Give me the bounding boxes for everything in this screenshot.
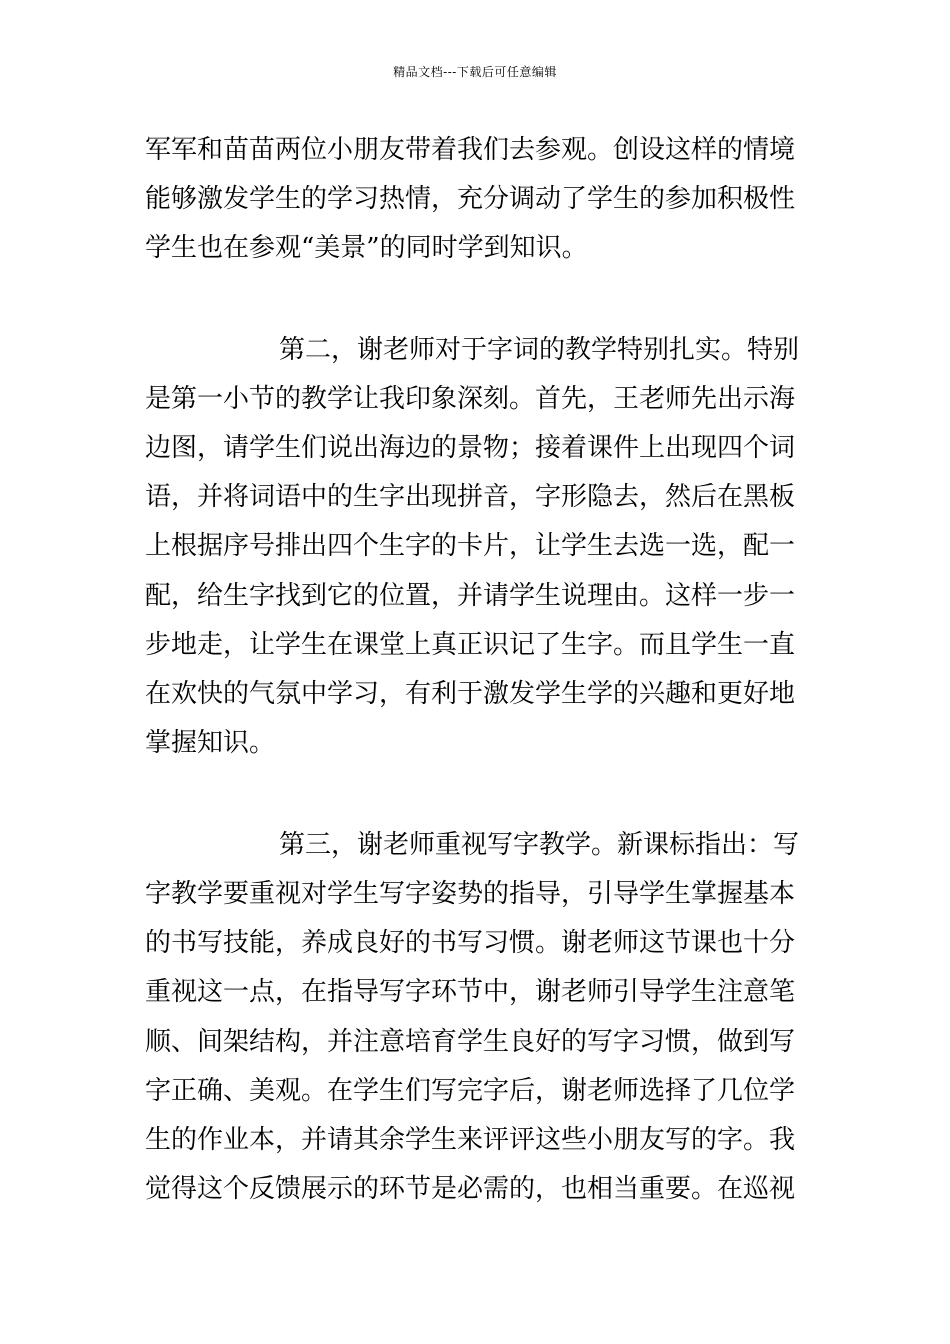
paragraph-3-line-5: 顺、间架结构，并注意培育学生良好的写字习惯，做到写 xyxy=(145,1027,796,1057)
paragraph-3-line-7: 生的作业本，并请其余学生来评评这些小朋友写的字。我 xyxy=(145,1125,796,1155)
paragraph-3-line-4: 重视这一点，在指导写字环节中，谢老师引导学生注意笔 xyxy=(145,977,796,1007)
page-header: 精品文档---下载后可任意编辑 xyxy=(393,65,557,79)
paragraph-1-line-1: 军军和苗苗两位小朋友带着我们去参观。创设这样的情境 xyxy=(145,135,796,165)
paragraph-2-line-3: 边图，请学生们说出海边的景物；接着课件上出现四个词 xyxy=(145,433,796,463)
paragraph-3-line-3: 的书写技能，养成良好的书写习惯。谢老师这节课也十分 xyxy=(145,928,796,958)
paragraph-2-line-8: 在欢快的气氛中学习，有利于激发学生学的兴趣和更好地 xyxy=(145,679,796,709)
paragraph-2-line-5: 上根据序号排出四个生字的卡片，让学生去选一选，配一 xyxy=(145,531,796,561)
paragraph-1-line-2: 能够激发学生的学习热情，充分调动了学生的参加积极性 xyxy=(145,184,796,214)
paragraph-2-line-1: 第二，谢老师对于字词的教学特别扎实。特别 xyxy=(279,335,800,365)
paragraph-2-line-6: 配，给生字找到它的位置，并请学生说理由。这样一步一 xyxy=(145,581,796,611)
paragraph-2-line-9: 掌握知识。 xyxy=(145,728,276,758)
paragraph-2-line-2: 是第一小节的教学让我印象深刻。首先，王老师先出示海 xyxy=(145,384,796,414)
paragraph-2-line-4: 语，并将词语中的生字出现拼音，字形隐去，然后在黑板 xyxy=(145,482,796,512)
paragraph-3-line-1: 第三，谢老师重视写字教学。新课标指出：写 xyxy=(279,830,800,860)
paragraph-3-line-8: 觉得这个反馈展示的环节是必需的，也相当重要。在巡视 xyxy=(145,1174,796,1204)
paragraph-3-line-6: 字正确、美观。在学生们写完字后，谢老师选择了几位学 xyxy=(145,1076,796,1106)
paragraph-3-line-2: 字教学要重视对学生写字姿势的指导，引导学生掌握基本 xyxy=(145,879,796,909)
paragraph-1-line-3: 学生也在参观“美景”的同时学到知识。 xyxy=(145,233,588,263)
paragraph-2-line-7: 步地走，让学生在课堂上真正识记了生字。而且学生一直 xyxy=(145,630,796,660)
